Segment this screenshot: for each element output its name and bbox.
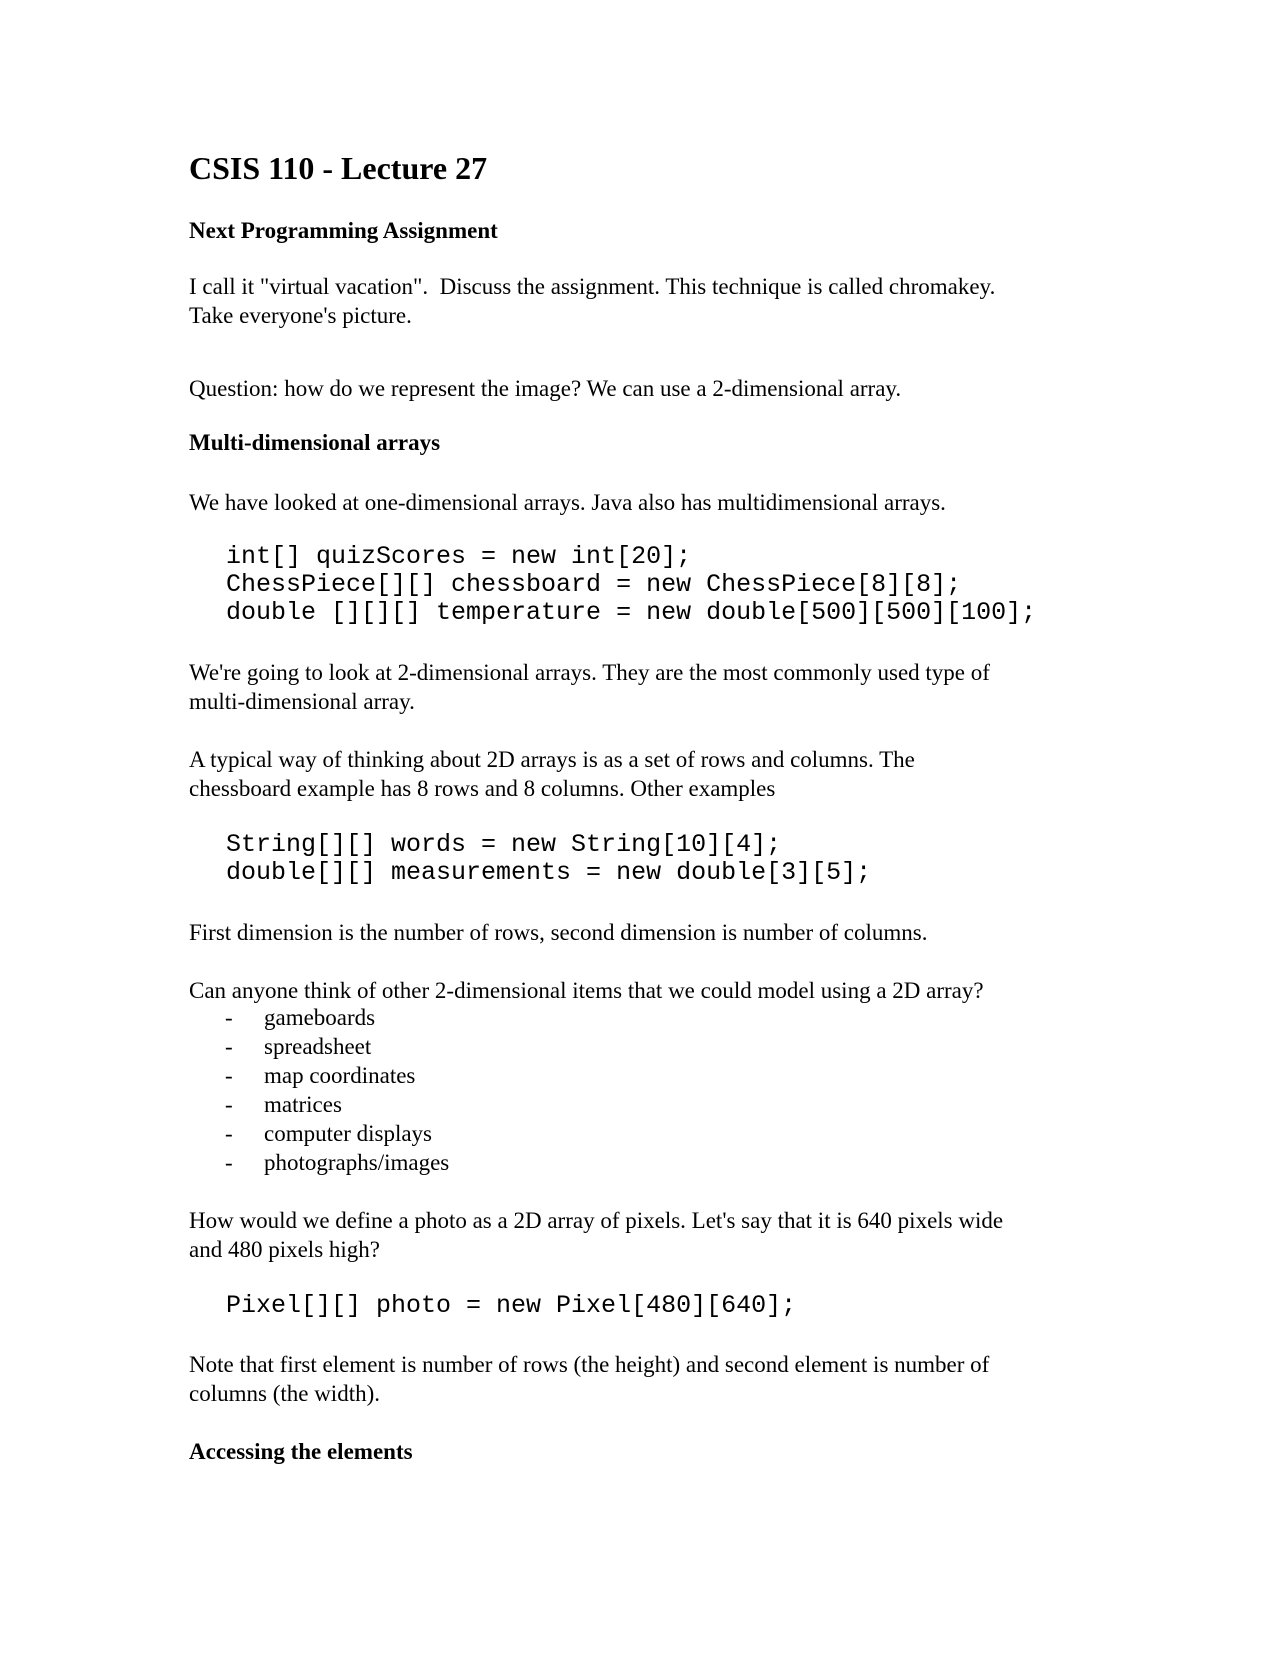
code-line: Pixel[][] photo = new Pixel[480][640];: [226, 1291, 797, 1320]
list-item-text: photographs/images: [264, 1150, 450, 1175]
bullet-dash: -: [225, 1034, 233, 1059]
paragraph-rows-columns: [189, 745, 1089, 803]
paragraph-rows-height-note: [189, 1350, 1089, 1408]
code-line: String[][] words = new String[10][4];: [226, 830, 782, 859]
page-title: CSIS 110 - Lecture 27: [189, 150, 488, 186]
text-line: columns (the width).: [189, 1381, 380, 1406]
code-line: double[][] measurements = new double[3][5];: [226, 858, 872, 887]
text-line: Note that first element is number of rows (the height) and second element is number of: [189, 1352, 990, 1377]
heading-accessing-elements: Accessing the elements: [189, 1439, 413, 1464]
text-line: First dimension is the number of rows, second dimension is number of columns.: [189, 920, 928, 945]
paragraph-two-dimensional: [189, 658, 1089, 716]
heading-next-assignment: Next Programming Assignment: [189, 218, 498, 243]
text-line: A typical way of thinking about 2D arrays is as a set of rows and columns. The: [189, 747, 915, 772]
text-line: I call it "virtual vacation". Discuss the assignment. This technique is called chromakey.: [189, 274, 996, 299]
text-line: Take everyone's picture.: [189, 303, 412, 328]
bullet-dash: -: [225, 1150, 233, 1175]
bullet-dash: -: [225, 1063, 233, 1088]
paragraph-one-dimensional: [189, 488, 1089, 517]
list-item-text: matrices: [264, 1092, 342, 1117]
text-line: multi-dimensional array.: [189, 689, 415, 714]
paragraph-photo-definition: [189, 1206, 1089, 1264]
code-line: double [][][] temperature = new double[500][500][100];: [226, 598, 1037, 627]
paragraph-question: [189, 374, 1089, 403]
heading-multi-dimensional-arrays: Multi-dimensional arrays: [189, 430, 441, 455]
paragraph-virtual-vacation: [189, 272, 1089, 330]
bullet-dash: -: [225, 1005, 233, 1030]
code-block-photo: [226, 1292, 796, 1320]
text-line: We're going to look at 2-dimensional arrays. They are the most commonly used type of: [189, 660, 990, 685]
text-line: chessboard example has 8 rows and 8 columns. Other examples: [189, 776, 776, 801]
text-line: and 480 pixels high?: [189, 1237, 380, 1262]
bullet-dash: -: [225, 1121, 233, 1146]
paragraph-other-items: [189, 976, 1089, 1005]
text-line: How would we define a photo as a 2D array of pixels. Let's say that it is 640 pixels wide: [189, 1208, 1004, 1233]
bullet-dash: -: [225, 1092, 233, 1117]
text-line: Can anyone think of other 2-dimensional items that we could model using a 2D array?: [189, 978, 984, 1003]
text-line: Question: how do we represent the image? We can use a 2-dimensional array.: [189, 376, 902, 401]
list-item-text: gameboards: [264, 1005, 376, 1030]
paragraph-first-dimension: [189, 918, 1089, 947]
list-item-text: map coordinates: [264, 1063, 416, 1088]
list-item-text: computer displays: [264, 1121, 432, 1146]
text-line: We have looked at one-dimensional arrays. Java also has multidimensional arrays.: [189, 490, 946, 515]
code-block-examples: [226, 831, 871, 887]
code-line: int[] quizScores = new int[20];: [226, 542, 692, 571]
list-item-text: spreadsheet: [264, 1034, 372, 1059]
code-line: ChessPiece[][] chessboard = new ChessPiece[8][8];: [226, 570, 962, 599]
code-block-declarations: [226, 543, 1036, 627]
